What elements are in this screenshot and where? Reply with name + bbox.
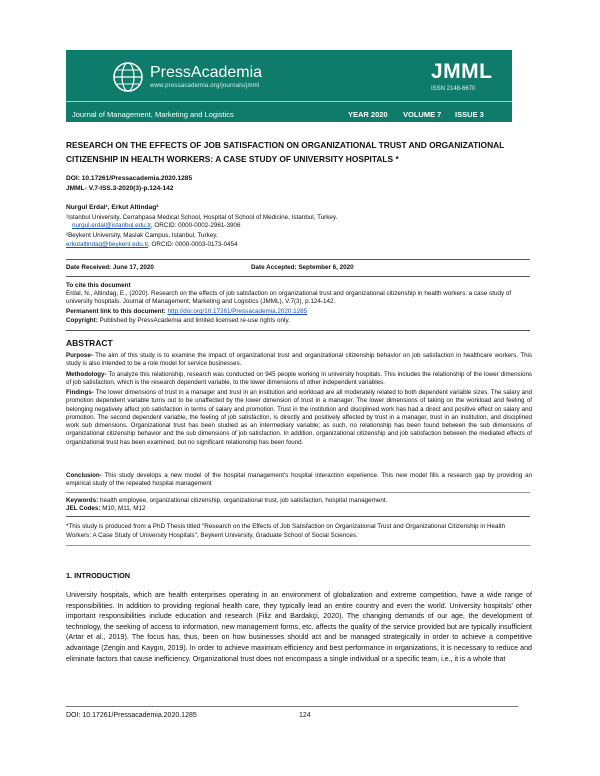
abstract-conclusion: Conclusion- This study develops a new model of the hospital management's hospital interaction experience. This new model fills a research gap by providing an empirical study of the repeated hospital management [66, 472, 532, 488]
paper-title: RESEARCH ON THE EFFECTS OF JOB SATISFACTION ON ORGANIZATIONAL TRUST AND ORGANIZATIONAL CITIZENSHIP IN HEALTH WORKERS: A CASE STUDY OF UNIVERSITY HOSPITALS * [66, 140, 505, 164]
abstract-findings: Findings- The lower dimensions of trust in a manager and trust in an institution and workload are all moderately related to both dependent variable sizes. The salary and promotion dependent variable turns out to be unaffected by the lower dimension of trust in a manager. The lower dimensions of taking on the workload and feeling of belonging negatively affect job satisfaction in terms of salary and promotion. Trust in the institution and disciplined work has had a direct and positive effect on salary and promotion. The second dependent variable, the feeling of job satisfaction, is directly and positively affected by trust in a manager, trust in an institution, and disciplined work sub dimensions. Organizational trust has been studied as an intermediary variable; as such, no relationship has been found between the sub dimensions of organizational citizenship behavior and the sub dimensions of job satisfaction. In addition, organizational citizenship and job satisfaction between the mediated effects of organizational trust has been examined, but no significant relationship has been found. [66, 389, 532, 446]
affiliation-2: ²Beykent University, Maslak Campus, Istanbul, Turkey. [66, 232, 218, 239]
publisher-website[interactable]: www.pressacademia.org/journals/jmml [150, 83, 260, 89]
authors: Nurgul Erdal¹, Erkut Altindag² [66, 204, 159, 211]
jel-codes: JEL Codes: M10, M11, M12 [66, 505, 146, 512]
keywords: Keywords: health employee, organizational citizenship, organizational trust, job satisfaction, hospital management. [66, 497, 388, 504]
copyright-label: Copyright: [66, 317, 98, 324]
doi: DOI: 10.17261/Pressacademia.2020.1285 [66, 175, 193, 182]
cite-label: To cite this document [66, 282, 131, 289]
permanent-link[interactable]: http://doi.org/10.17261/Pressacademia.2020.1285 [167, 308, 308, 315]
email-2[interactable]: erkutaltindag@beykent.edu.tr [66, 241, 149, 248]
divider [66, 259, 530, 260]
volume: VOLUME 7 [403, 110, 442, 119]
permanent-link-label: Permanent link to this document: [66, 308, 166, 315]
citation: Erdal, N., Altindag, E., (2020). Research on the effects of job satisfaction on organizational trust and organizational citizenship in health workers: a case study of university hospitals. Journal of Management, Marketing and Logistics (JMML), V.7(3), p.124-142. [66, 290, 512, 306]
issn: ISSN 2148-6670 [431, 86, 476, 92]
jmml-reference: JMML- V.7-ISS.3-2020(3)-p.124-142 [66, 185, 174, 192]
intro-heading: 1. INTRODUCTION [66, 571, 131, 580]
affiliation-1: ¹Istanbul University, Cerrahpasa Medical School, Hospital of School of Medicine, Istanbul, Turkey. [66, 214, 338, 221]
globe-icon [112, 61, 144, 93]
date-received: Date Received: June 17, 2020 [66, 264, 154, 271]
divider [66, 545, 530, 546]
year: YEAR 2020 [348, 110, 388, 119]
divider [66, 330, 530, 331]
footer-doi: DOI: 10.17261/Pressacademia.2020.1285 [66, 712, 197, 719]
thesis-footnote: *This study is produced from a PhD Thesis titled "Research on the Effects of Job Satisfaction on Organizational Trust and Organizational Citizenship in Health Workers: A Case Study of University Hospitals", Beykent University, Graduate School of Social Sciences. [66, 523, 506, 539]
permanent-link-line [66, 308, 528, 316]
author-2-contact [66, 241, 528, 249]
orcid-2: , ORCID: 0000-0003-0173-0454 [148, 241, 238, 248]
email-1[interactable]: nurgul.erdal@istanbul.edu.tr [72, 222, 151, 229]
footer-divider [66, 706, 518, 707]
page-number: 124 [299, 712, 311, 719]
copyright-line [66, 317, 528, 325]
abstract-methodology: Methodology- To analyze this relationship, research was conducted on 945 people working in university hospitals. This includes the relationship of the lower dimensions of job satisfaction, which is the research dependent variable, to the lower dimensions of other independent variables. [66, 371, 533, 387]
journal-name: Journal of Management, Marketing and Logistics [72, 110, 234, 119]
divider [66, 276, 530, 277]
divider [66, 492, 530, 493]
divider [66, 516, 530, 517]
publisher-name: PressAcademia [150, 64, 263, 81]
intro-text: University hospitals, which are health enterprises operating in an environment of globalization and extreme competition, have a wide range of responsibilities. In addition to providing regional health care, they typically lead an entire country and even the world. University hospitals' other important responsibilities include education and research (Filiz and Bardakçi, 2020). The changing demands of our age, the development of technology, the seeking of access to information, new management forms, etc. affects the quality of the service provided but are typically insufficient (Artar et al., 2019). The focus has, thus, been on how businesses should act and be managed strategically in order to achieve a competitive advantage (Zengin and Kaygın, 2019). In order to achieve maximum efficiency and best performance in organizations, it is necessary to reduce and eliminate factors that cause inefficiency. Organizational trust does not encompass a single individual or a specific team, i.e., it is a whole that [66, 591, 532, 663]
abstract-purpose: Purpose- The aim of this study is to examine the impact of organizational trust and organizational citizenship behavior on job satisfaction in healthcare workers. This study is also intended to be a role model for service businesses. [66, 352, 533, 368]
issue: ISSUE 3 [455, 110, 484, 119]
copyright-text: Published by PressAcademia and limited licensed re-use rights only. [99, 317, 290, 324]
author-1-contact [72, 222, 534, 230]
abstract-heading: ABSTRACT [66, 338, 113, 348]
orcid-1: , ORCID: 0000-0002-2961-3906 [150, 222, 241, 229]
date-accepted: Date Accepted: September 6, 2020 [251, 264, 354, 271]
journal-abbreviation: JMML [431, 60, 493, 83]
